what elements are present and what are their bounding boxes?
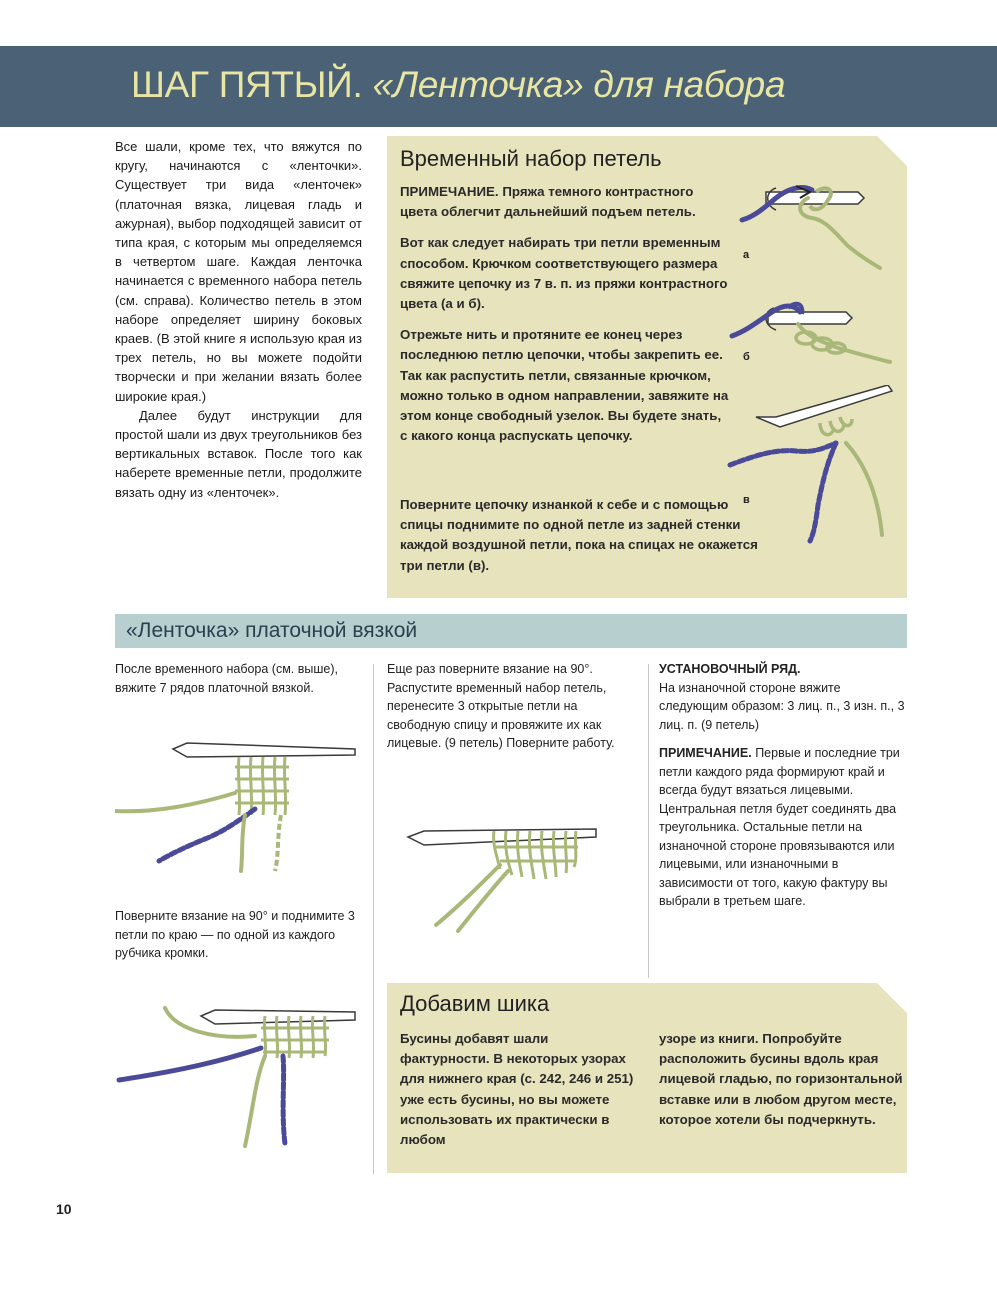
col3-note-label: ПРИМЕЧАНИЕ. (659, 746, 752, 760)
intro-paragraph-1: Все шали, кроме тех, что вяжутся по кругу, начинаются с «ленточки». Существует три вида «ленточек» (платочная вязка, лицевая гладь и ажурная), выбор подходящей зависит от типа края, с которым мы определяемся в четвертом шаге. Каждая ленточка начинается с временного набора петель (см. справа). Количество петель в этом наборе определяет ширину боковых краев. (В этой книге я использую края из трех петель, но вы можете подойти творчески и при желании вязать более широкие края.) (115, 139, 362, 404)
illustration-garter-rows (115, 735, 365, 875)
setup-row-text: На изнаночной стороне вяжите следующим образом: 3 лиц. п., 3 изн. п., 3 лиц. п. (9 петель) (659, 680, 905, 732)
garter-col1-p2: Поверните вязание на 90° и поднимите 3 петли по краю — по одной из каждого рубчика кромки. (115, 909, 355, 960)
illustration-a-hook (736, 176, 896, 276)
garter-col1-text-1 (115, 660, 365, 697)
title-italic: «Ленточка» для набора (372, 64, 786, 105)
page-title (131, 64, 785, 106)
note-label: ПРИМЕЧАНИЕ. (400, 184, 499, 199)
add-chic-p2: узоре из книги. Попробуйте расположить бусины вдоль края лицевой гладью, по горизонтальной вставке или в любом другом месте, которое хотели бы подчеркнуть. (659, 1031, 903, 1127)
temp-cast-on-text (400, 182, 730, 457)
garter-col2-p1: Еще раз поверните вязание на 90°. Распустите временный набор петель, перенесите 3 открытые петли на свободную спицу и провяжите их как лицевые. (9 петель) Поверните работу. (387, 662, 615, 750)
title-caps: ШАГ ПЯТЫЙ. (131, 64, 363, 105)
figure-label-b: б (743, 351, 750, 363)
column-divider-2 (648, 664, 649, 978)
add-chic-text-col2 (659, 1029, 904, 1130)
setup-row-label: УСТАНОВОЧНЫЙ РЯД. (659, 662, 801, 676)
section-title: «Ленточка» платочной вязкой (126, 619, 418, 642)
page-number: 10 (56, 1201, 72, 1217)
col3-note-text: Первые и последние три петли каждого ряда формируют край и всегда будут вязаться лицевыми. Центральная петля будет соединять два треугольника. Остальные петли на изнаночной стороне провязываются или лицевыми, или изнаночными в зависимости от того, какую фактуру вы выбрали в третьем шаге. (659, 746, 900, 908)
illustration-b-chain (728, 290, 898, 380)
intro-text (115, 137, 362, 502)
garter-col1-text-2 (115, 907, 355, 963)
step-3: Поверните цепочку изнанкой к себе и с помощью спицы поднимите по одной петле из задней стенки каждой воздушной петли, пока на спицах не окажется три петли (в). (400, 497, 758, 573)
garter-col3-text (659, 660, 909, 911)
figure-label-a: а (743, 249, 750, 261)
add-chic-title: Добавим шика (400, 991, 550, 1016)
figure-label-v: в (743, 494, 750, 506)
step-1: Вот как следует набирать три петли временным способом. Крючком соответствующего размера свяжите цепочку из 7 в. п. из пряжи контрастного цвета (а и б). (400, 235, 728, 312)
temp-cast-on-title: Временный набор петель (400, 146, 662, 171)
garter-col2-text (387, 660, 637, 753)
step-3-block (400, 495, 760, 576)
garter-col1-p1: После временного набора (см. выше), вяжите 7 рядов платочной вязкой. (115, 662, 338, 695)
intro-paragraph-2: Далее будут инструкции для простой шали из двух треугольников без вертикальных вставок. После того как наберете временные петли, продолжите вязать одну из «ленточек». (115, 407, 362, 500)
illustration-pick-up-edge (115, 1000, 365, 1150)
add-chic-text-col1 (400, 1029, 640, 1150)
column-divider-1 (373, 664, 374, 1174)
illustration-nine-stitches (400, 815, 610, 935)
add-chic-p1: Бусины добавят шали фактурности. В некоторых узорах для нижнего края (с. 242, 246 и 251) уже есть бусины, но вы можете использовать их практически в любом (400, 1031, 634, 1148)
step-2: Отрежьте нить и протяните ее конец через последнюю петлю цепочки, чтобы закрепить ее. Так как распустить петли, связанные крючком, можно только в одном направлении, завяжите на этом конце свободный узелок. Вы будете знать, с какого конца распускать цепочку. (400, 327, 729, 444)
note-text: Пряжа темного контрастного цвета облегчит дальнейший подъем петель. (400, 184, 696, 220)
illustration-v-needle (726, 385, 896, 545)
